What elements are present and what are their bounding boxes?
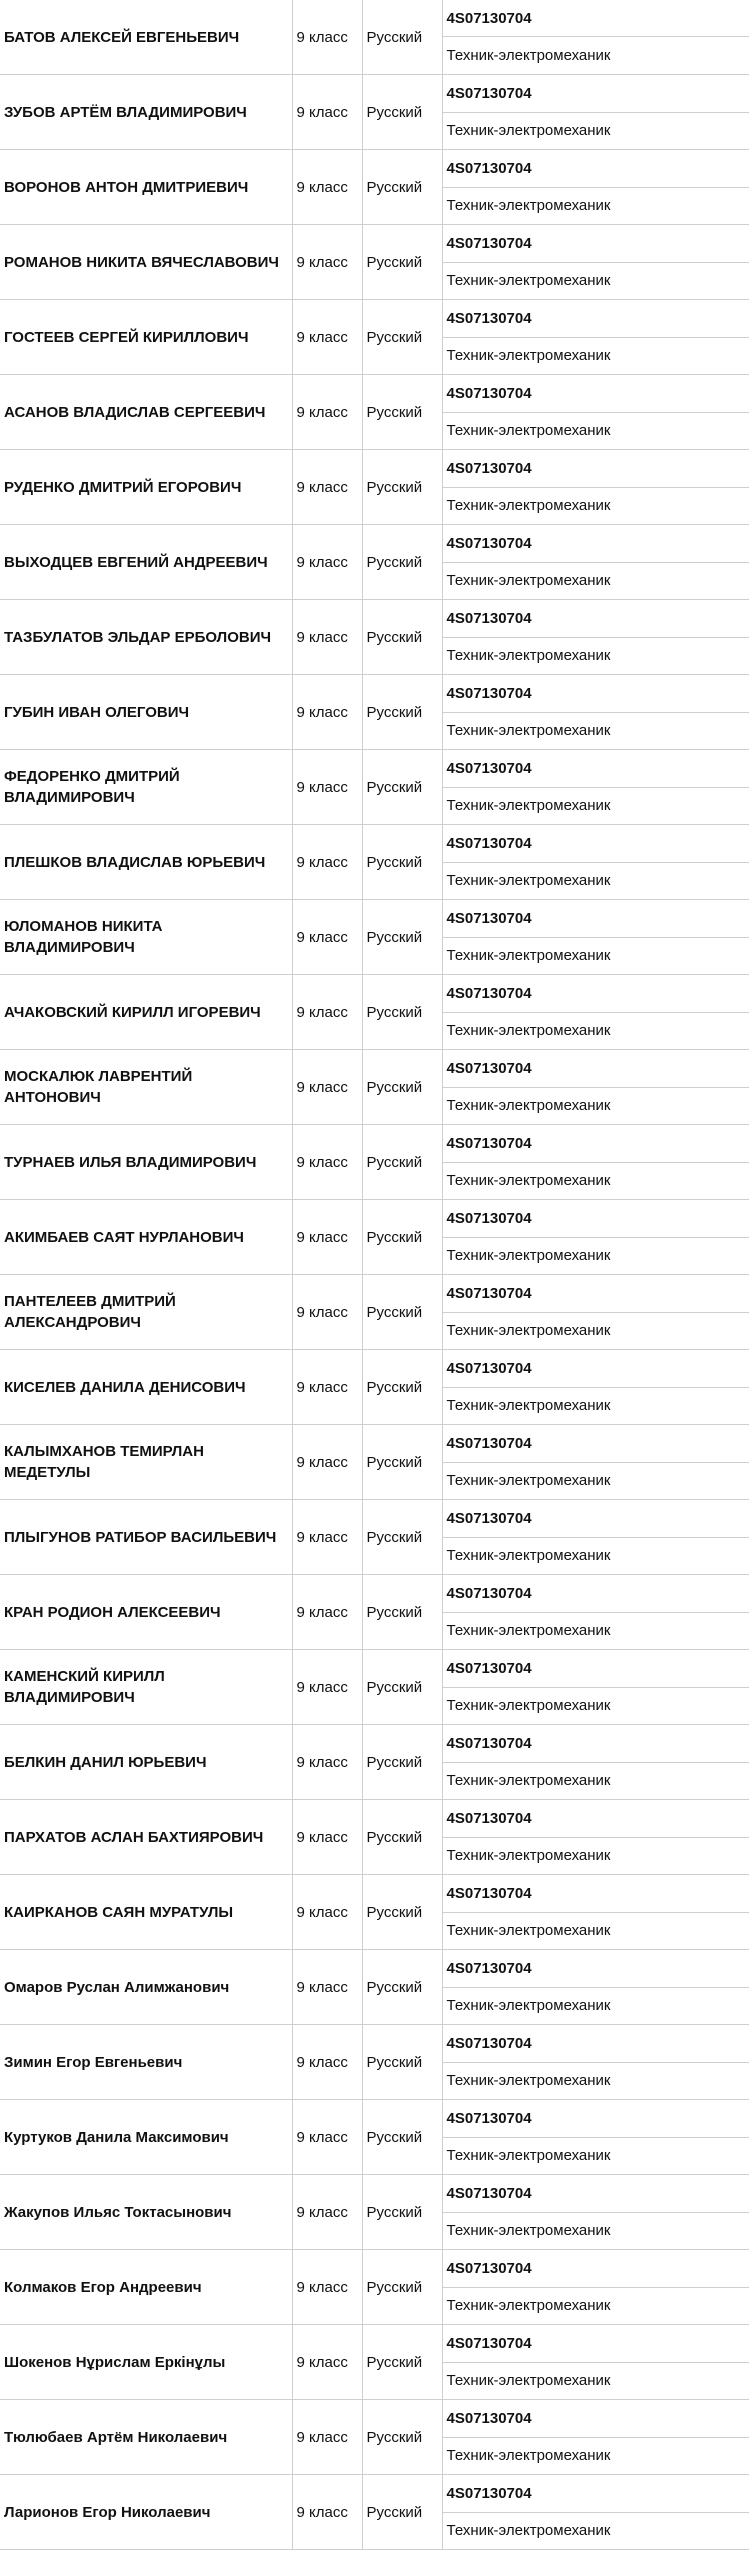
grade-cell: 9 класс [292,1950,362,2025]
specialty-title-cell: Техник-электромеханик [442,2362,749,2400]
specialty-title-cell: Техник-электромеханик [442,1312,749,1350]
language-cell: Русский [362,1050,442,1125]
specialty-title-cell: Техник-электромеханик [442,1462,749,1500]
specialty-title-cell: Техник-электромеханик [442,37,749,75]
student-name-cell: Колмаков Егор Андреевич [0,2250,292,2325]
student-name-cell: ЗУБОВ АРТЁМ ВЛАДИМИРОВИЧ [0,75,292,150]
specialty-title-cell: Техник-электромеханик [442,1687,749,1725]
language-cell: Русский [362,0,442,75]
specialty-code-cell: 4S07130704 [442,1875,749,1913]
student-row [0,300,749,338]
specialty-code-cell: 4S07130704 [442,600,749,638]
grade-cell: 9 класс [292,1575,362,1650]
student-name-cell: КАЛЫМХАНОВ ТЕМИРЛАН МЕДЕТУЛЫ [0,1425,292,1500]
language-cell: Русский [362,1200,442,1275]
language-cell: Русский [362,150,442,225]
specialty-title-cell: Техник-электромеханик [442,937,749,975]
student-name-cell: ТАЗБУЛАТОВ ЭЛЬДАР ЕРБОЛОВИЧ [0,600,292,675]
student-row [0,1425,749,1463]
language-cell: Русский [362,1425,442,1500]
language-cell: Русский [362,2250,442,2325]
student-row [0,2325,749,2363]
student-row [0,1575,749,1613]
grade-cell: 9 класс [292,900,362,975]
student-name-cell: Омаров Руслан Алимжанович [0,1950,292,2025]
language-cell: Русский [362,1500,442,1575]
student-row [0,1275,749,1313]
student-name-cell: ФЕДОРЕНКО ДМИТРИЙ ВЛАДИМИРОВИЧ [0,750,292,825]
student-row [0,1500,749,1538]
grade-cell: 9 класс [292,0,362,75]
specialty-title-cell: Техник-электромеханик [442,2512,749,2550]
specialty-title-cell: Техник-электромеханик [442,712,749,750]
student-row [0,2250,749,2288]
specialty-code-cell: 4S07130704 [442,975,749,1013]
grade-cell: 9 класс [292,2025,362,2100]
grade-cell: 9 класс [292,2100,362,2175]
student-row [0,1950,749,1988]
student-name-cell: АЧАКОВСКИЙ КИРИЛЛ ИГОРЕВИЧ [0,975,292,1050]
specialty-title-cell: Техник-электромеханик [442,2287,749,2325]
specialty-title-cell: Техник-электромеханик [442,1087,749,1125]
language-cell: Русский [362,1650,442,1725]
grade-cell: 9 класс [292,1800,362,1875]
grade-cell: 9 класс [292,600,362,675]
student-row [0,750,749,788]
specialty-code-cell: 4S07130704 [442,1425,749,1463]
specialty-code-cell: 4S07130704 [442,675,749,713]
specialty-code-cell: 4S07130704 [442,1500,749,1538]
grade-cell: 9 класс [292,675,362,750]
language-cell: Русский [362,1575,442,1650]
student-row [0,2475,749,2513]
language-cell: Русский [362,2100,442,2175]
grade-cell: 9 класс [292,75,362,150]
student-row [0,2025,749,2063]
student-row [0,2175,749,2213]
specialty-code-cell: 4S07130704 [442,1950,749,1988]
student-row [0,1125,749,1163]
grade-cell: 9 класс [292,975,362,1050]
specialty-code-cell: 4S07130704 [442,1725,749,1763]
student-row [0,0,749,37]
grade-cell: 9 класс [292,2250,362,2325]
language-cell: Русский [362,300,442,375]
student-name-cell: МОСКАЛЮК ЛАВРЕНТИЙ АНТОНОВИЧ [0,1050,292,1125]
student-row [0,1350,749,1388]
student-name-cell: Зимин Егор Евгеньевич [0,2025,292,2100]
student-name-cell: РУДЕНКО ДМИТРИЙ ЕГОРОВИЧ [0,450,292,525]
specialty-code-cell: 4S07130704 [442,375,749,413]
student-name-cell: АСАНОВ ВЛАДИСЛАВ СЕРГЕЕВИЧ [0,375,292,450]
language-cell: Русский [362,1950,442,2025]
language-cell: Русский [362,975,442,1050]
student-name-cell: ГОСТЕЕВ СЕРГЕЙ КИРИЛЛОВИЧ [0,300,292,375]
student-row [0,1725,749,1763]
student-name-cell: БЕЛКИН ДАНИЛ ЮРЬЕВИЧ [0,1725,292,1800]
student-row [0,150,749,188]
specialty-title-cell: Техник-электромеханик [442,1012,749,1050]
student-name-cell: КРАН РОДИОН АЛЕКСЕЕВИЧ [0,1575,292,1650]
specialty-code-cell: 4S07130704 [442,2025,749,2063]
grade-cell: 9 класс [292,2475,362,2550]
specialty-title-cell: Техник-электромеханик [442,1162,749,1200]
grade-cell: 9 класс [292,1425,362,1500]
student-row [0,1200,749,1238]
language-cell: Русский [362,1800,442,1875]
specialty-code-cell: 4S07130704 [442,75,749,113]
student-row [0,1650,749,1688]
grade-cell: 9 класс [292,1200,362,1275]
student-name-cell: ЮЛОМАНОВ НИКИТА ВЛАДИМИРОВИЧ [0,900,292,975]
specialty-code-cell: 4S07130704 [442,1650,749,1688]
student-row [0,525,749,563]
grade-cell: 9 класс [292,225,362,300]
student-name-cell: КИСЕЛЕВ ДАНИЛА ДЕНИСОВИЧ [0,1350,292,1425]
student-row [0,825,749,863]
language-cell: Русский [362,900,442,975]
specialty-title-cell: Техник-электромеханик [442,1387,749,1425]
student-row [0,75,749,113]
specialty-code-cell: 4S07130704 [442,2250,749,2288]
specialty-code-cell: 4S07130704 [442,1800,749,1838]
grade-cell: 9 класс [292,1650,362,1725]
language-cell: Русский [362,1275,442,1350]
grade-cell: 9 класс [292,450,362,525]
student-name-cell: Тюлюбаев Артём Николаевич [0,2400,292,2475]
specialty-title-cell: Техник-электромеханик [442,487,749,525]
student-row [0,1800,749,1838]
student-name-cell: ПЛЕШКОВ ВЛАДИСЛАВ ЮРЬЕВИЧ [0,825,292,900]
specialty-code-cell: 4S07130704 [442,525,749,563]
language-cell: Русский [362,825,442,900]
grade-cell: 9 класс [292,1125,362,1200]
specialty-code-cell: 4S07130704 [442,825,749,863]
language-cell: Русский [362,1875,442,1950]
grade-cell: 9 класс [292,150,362,225]
student-row [0,375,749,413]
grade-cell: 9 класс [292,525,362,600]
language-cell: Русский [362,2400,442,2475]
specialty-code-cell: 4S07130704 [442,225,749,263]
specialty-code-cell: 4S07130704 [442,1050,749,1088]
specialty-code-cell: 4S07130704 [442,1275,749,1313]
specialty-code-cell: 4S07130704 [442,2400,749,2438]
language-cell: Русский [362,750,442,825]
specialty-code-cell: 4S07130704 [442,2175,749,2213]
specialty-title-cell: Техник-электромеханик [442,337,749,375]
specialty-title-cell: Техник-электромеханик [442,637,749,675]
grade-cell: 9 класс [292,1350,362,1425]
language-cell: Русский [362,225,442,300]
specialty-title-cell: Техник-электромеханик [442,1537,749,1575]
specialty-title-cell: Техник-электромеханик [442,1237,749,1275]
specialty-title-cell: Техник-электромеханик [442,562,749,600]
specialty-code-cell: 4S07130704 [442,2100,749,2138]
specialty-title-cell: Техник-электромеханик [442,187,749,225]
specialty-code-cell: 4S07130704 [442,0,749,37]
specialty-title-cell: Техник-электромеханик [442,2437,749,2475]
grade-cell: 9 класс [292,2175,362,2250]
specialty-code-cell: 4S07130704 [442,1575,749,1613]
specialty-title-cell: Техник-электромеханик [442,2062,749,2100]
student-name-cell: Ларионов Егор Николаевич [0,2475,292,2550]
grade-cell: 9 класс [292,1275,362,1350]
grade-cell: 9 класс [292,300,362,375]
student-name-cell: ВОРОНОВ АНТОН ДМИТРИЕВИЧ [0,150,292,225]
grade-cell: 9 класс [292,1875,362,1950]
specialty-code-cell: 4S07130704 [442,1200,749,1238]
student-name-cell: БАТОВ АЛЕКСЕЙ ЕВГЕНЬЕВИЧ [0,0,292,75]
specialty-title-cell: Техник-электромеханик [442,1912,749,1950]
student-row [0,600,749,638]
specialty-code-cell: 4S07130704 [442,750,749,788]
student-name-cell: Жакупов Ильяс Токтасынович [0,2175,292,2250]
language-cell: Русский [362,525,442,600]
student-name-cell: ГУБИН ИВАН ОЛЕГОВИЧ [0,675,292,750]
student-name-cell: Шокенов Нұрислам Еркінұлы [0,2325,292,2400]
specialty-title-cell: Техник-электромеханик [442,412,749,450]
specialty-code-cell: 4S07130704 [442,1125,749,1163]
language-cell: Русский [362,375,442,450]
specialty-title-cell: Техник-электромеханик [442,862,749,900]
language-cell: Русский [362,450,442,525]
student-row [0,2400,749,2438]
specialty-title-cell: Техник-электромеханик [442,112,749,150]
grade-cell: 9 класс [292,825,362,900]
specialty-code-cell: 4S07130704 [442,150,749,188]
specialty-title-cell: Техник-электромеханик [442,1837,749,1875]
student-row [0,900,749,938]
student-name-cell: РОМАНОВ НИКИТА ВЯЧЕСЛАВОВИЧ [0,225,292,300]
language-cell: Русский [362,75,442,150]
student-name-cell: КАМЕНСКИЙ КИРИЛЛ ВЛАДИМИРОВИЧ [0,1650,292,1725]
specialty-title-cell: Техник-электромеханик [442,1762,749,1800]
specialty-title-cell: Техник-электромеханик [442,2137,749,2175]
grade-cell: 9 класс [292,2400,362,2475]
language-cell: Русский [362,1125,442,1200]
student-name-cell: ПЛЫГУНОВ РАТИБОР ВАСИЛЬЕВИЧ [0,1500,292,1575]
specialty-title-cell: Техник-электромеханик [442,2212,749,2250]
specialty-title-cell: Техник-электромеханик [442,1987,749,2025]
specialty-title-cell: Техник-электромеханик [442,262,749,300]
language-cell: Русский [362,1725,442,1800]
specialty-title-cell: Техник-электромеханик [442,787,749,825]
language-cell: Русский [362,1350,442,1425]
specialty-code-cell: 4S07130704 [442,2325,749,2363]
grade-cell: 9 класс [292,2325,362,2400]
student-name-cell: КАИРКАНОВ САЯН МУРАТУЛЫ [0,1875,292,1950]
student-name-cell: ТУРНАЕВ ИЛЬЯ ВЛАДИМИРОВИЧ [0,1125,292,1200]
student-row [0,225,749,263]
student-row [0,450,749,488]
specialty-code-cell: 4S07130704 [442,900,749,938]
grade-cell: 9 класс [292,1050,362,1125]
language-cell: Русский [362,2175,442,2250]
student-name-cell: ПАРХАТОВ АСЛАН БАХТИЯРОВИЧ [0,1800,292,1875]
student-name-cell: АКИМБАЕВ САЯТ НУРЛАНОВИЧ [0,1200,292,1275]
language-cell: Русский [362,2325,442,2400]
specialty-code-cell: 4S07130704 [442,300,749,338]
student-name-cell: ПАНТЕЛЕЕВ ДМИТРИЙ АЛЕКСАНДРОВИЧ [0,1275,292,1350]
student-name-cell: ВЫХОДЦЕВ ЕВГЕНИЙ АНДРЕЕВИЧ [0,525,292,600]
student-row [0,1875,749,1913]
specialty-title-cell: Техник-электромеханик [442,1612,749,1650]
student-row [0,675,749,713]
language-cell: Русский [362,675,442,750]
student-name-cell: Куртуков Данила Максимович [0,2100,292,2175]
student-row [0,1050,749,1088]
specialty-code-cell: 4S07130704 [442,1350,749,1388]
grade-cell: 9 класс [292,1725,362,1800]
grade-cell: 9 класс [292,375,362,450]
language-cell: Русский [362,2475,442,2550]
language-cell: Русский [362,600,442,675]
grade-cell: 9 класс [292,750,362,825]
specialty-code-cell: 4S07130704 [442,2475,749,2513]
language-cell: Русский [362,2025,442,2100]
grade-cell: 9 класс [292,1500,362,1575]
student-row [0,2100,749,2138]
specialty-code-cell: 4S07130704 [442,450,749,488]
student-row [0,975,749,1013]
